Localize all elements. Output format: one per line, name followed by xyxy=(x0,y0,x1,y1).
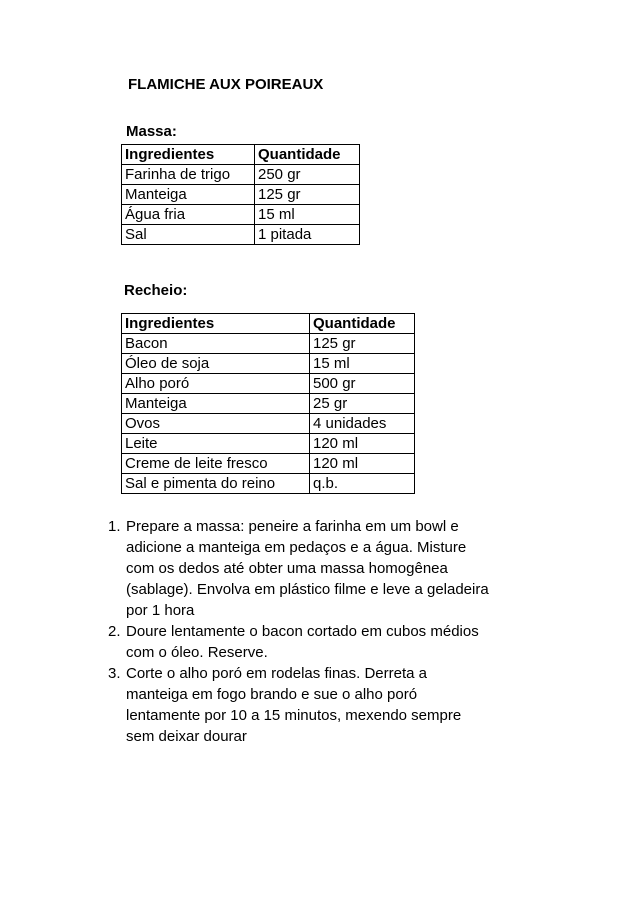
table-row xyxy=(122,354,415,374)
quantity-cell: 25 gr xyxy=(310,394,415,414)
step-line: (sablage). Envolva em plástico filme e leve a geladeira xyxy=(126,581,489,598)
step-item xyxy=(108,663,578,747)
ingredient-cell: Manteiga xyxy=(122,394,310,414)
table-row xyxy=(122,334,415,354)
quantity-cell: 15 ml xyxy=(310,354,415,374)
ingredients-column-header: Ingredientes xyxy=(122,145,255,165)
table-row xyxy=(122,454,415,474)
step-line: Corte o alho poró em rodelas finas. Derreta a xyxy=(126,665,427,682)
table-row xyxy=(122,205,360,225)
quantity-cell: 125 gr xyxy=(310,334,415,354)
ingredient-cell: Manteiga xyxy=(122,185,255,205)
ingredient-cell: Sal xyxy=(122,225,255,245)
ingredient-cell: Água fria xyxy=(122,205,255,225)
step-line: Prepare a massa: peneire a farinha em um bowl e xyxy=(126,518,459,535)
page-title: FLAMICHE AUX POIREAUX xyxy=(128,76,324,93)
step-line: com o óleo. Reserve. xyxy=(126,644,268,661)
step-item xyxy=(108,621,578,663)
ingredient-cell: Ovos xyxy=(122,414,310,434)
recheio-ingredients-table xyxy=(121,313,415,494)
quantity-column-header: Quantidade xyxy=(255,145,360,165)
massa-ingredients-table xyxy=(121,144,360,245)
quantity-cell: 1 pitada xyxy=(255,225,360,245)
quantity-cell: 250 gr xyxy=(255,165,360,185)
step-number: 1. xyxy=(108,518,121,535)
quantity-cell: 15 ml xyxy=(255,205,360,225)
step-line: por 1 hora xyxy=(126,602,195,619)
table-row xyxy=(122,165,360,185)
quantity-cell: 500 gr xyxy=(310,374,415,394)
table-row xyxy=(122,434,415,454)
step-line: Doure lentamente o bacon cortado em cubos médios xyxy=(126,623,479,640)
massa-heading: Massa: xyxy=(126,123,177,140)
table-row xyxy=(122,374,415,394)
step-line: lentamente por 10 a 15 minutos, mexendo sempre xyxy=(126,707,462,724)
ingredient-cell: Óleo de soja xyxy=(122,354,310,374)
quantity-column-header: Quantidade xyxy=(310,314,415,334)
table-row xyxy=(122,394,415,414)
table-row xyxy=(122,474,415,494)
table-header-row xyxy=(122,314,415,334)
step-line: adicione a manteiga em pedaços e a água. Misture xyxy=(126,539,467,556)
step-number: 3. xyxy=(108,665,121,682)
quantity-cell: 125 gr xyxy=(255,185,360,205)
quantity-cell: 120 ml xyxy=(310,454,415,474)
step-line: sem deixar dourar xyxy=(126,728,247,745)
table-row xyxy=(122,185,360,205)
step-item xyxy=(108,516,578,621)
preparation-steps xyxy=(108,516,578,747)
ingredient-cell: Sal e pimenta do reino xyxy=(122,474,310,494)
ingredient-cell: Alho poró xyxy=(122,374,310,394)
quantity-cell: 120 ml xyxy=(310,434,415,454)
quantity-cell: q.b. xyxy=(310,474,415,494)
recheio-heading: Recheio: xyxy=(124,282,188,299)
step-line: com os dedos até obter uma massa homogênea xyxy=(126,560,448,577)
ingredients-column-header: Ingredientes xyxy=(122,314,310,334)
ingredient-cell: Creme de leite fresco xyxy=(122,454,310,474)
table-header-row xyxy=(122,145,360,165)
step-line: manteiga em fogo brando e sue o alho poró xyxy=(126,686,418,703)
ingredient-cell: Bacon xyxy=(122,334,310,354)
ingredient-cell: Farinha de trigo xyxy=(122,165,255,185)
quantity-cell: 4 unidades xyxy=(310,414,415,434)
table-row xyxy=(122,414,415,434)
step-number: 2. xyxy=(108,623,121,640)
ingredient-cell: Leite xyxy=(122,434,310,454)
table-row xyxy=(122,225,360,245)
